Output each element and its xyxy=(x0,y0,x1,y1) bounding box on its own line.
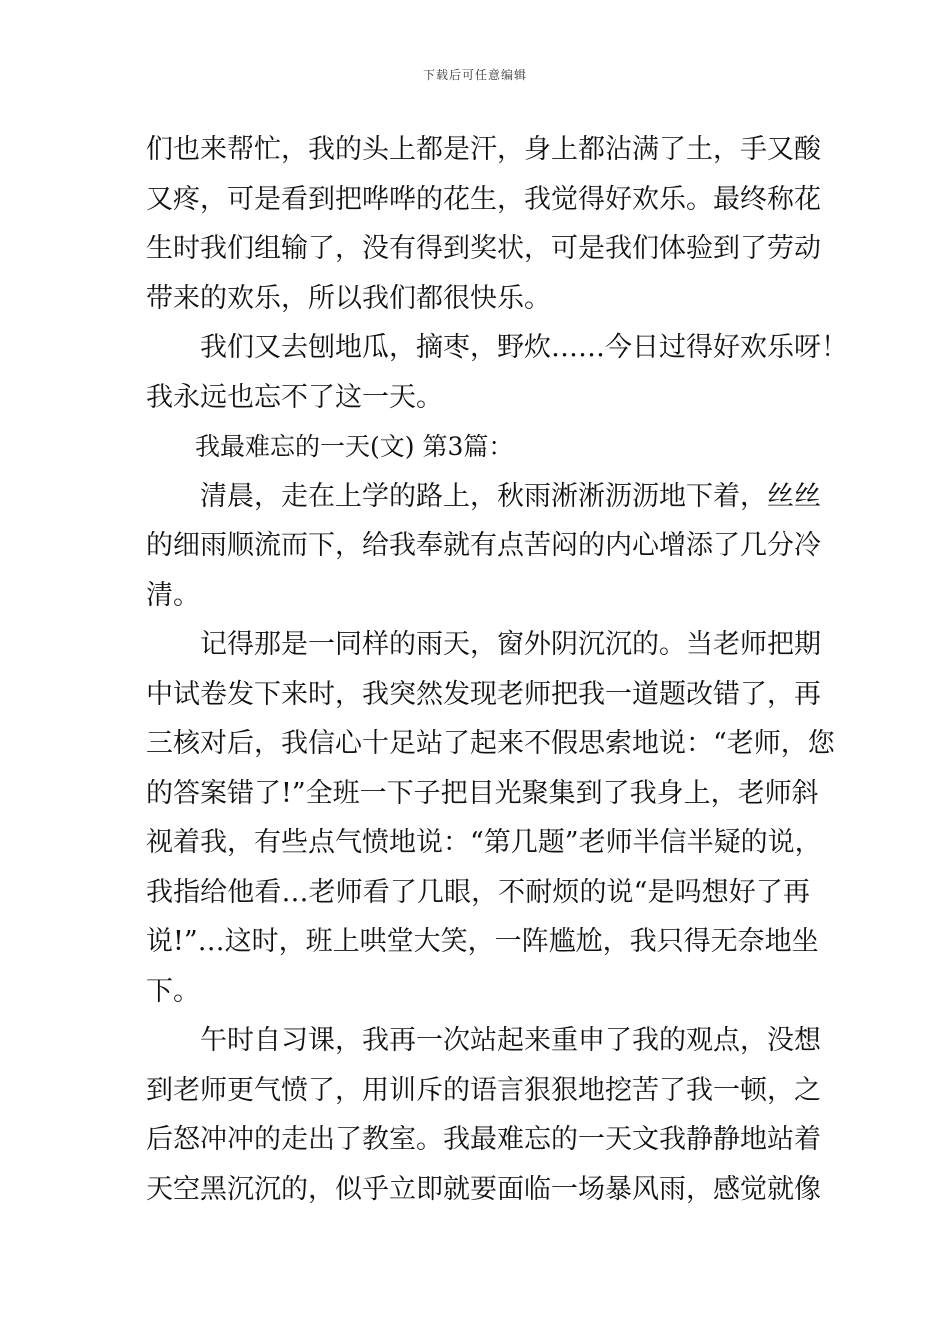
section-heading: 我最难忘的一天(文) 第3篇： xyxy=(195,432,514,461)
text-line: 天空黑沉沉的，似乎立即就要面临一场暴风雨，感觉就像 xyxy=(146,1173,821,1205)
text-line: 视着我，有些点气愤地说：“第几题”老师半信半疑的说， xyxy=(146,827,822,858)
text-line: 说!”…这时，班上哄堂大笑，一阵尴尬，我只得无奈地坐 xyxy=(146,926,819,957)
paragraph-start-line: 清晨，走在上学的路上，秋雨淅淅沥沥地下着，丝丝 xyxy=(200,480,821,512)
text-line: 到老师更气愤了，用训斥的语言狠狠地挖苦了我一顿，之 xyxy=(146,1074,821,1106)
text-line: 清。 xyxy=(146,579,200,611)
paragraph-start-line: 午时自习课，我再一次站起来重申了我的观点，没想 xyxy=(200,1025,821,1056)
text-line: 的答案错了!”全班一下子把目光聚集到了我身上，老师斜 xyxy=(146,777,819,809)
text-line: 下。 xyxy=(146,975,200,1007)
text-line: 们也来帮忙，我的头上都是汗，身上都沾满了土，手又酸 xyxy=(146,134,821,165)
text-line: 我指给他看…老师看了几眼，不耐烦的说“是吗想好了再 xyxy=(146,876,810,908)
text-line: 又疼，可是看到把哗哗的花生，我觉得好欢乐。最终称花 xyxy=(146,183,821,215)
text-line: 的细雨顺流而下，给我奉就有点苦闷的内心增添了几分冷 xyxy=(146,530,821,561)
document-body xyxy=(146,125,848,1214)
text-line: 我永远也忘不了这一天。 xyxy=(146,381,443,413)
paragraph-start-line: 我们又去刨地瓜，摘枣，野炊……今日过得好欢乐呀！ xyxy=(200,332,848,363)
paragraph-start-line: 记得那是一同样的雨天，窗外阴沉沉的。当老师把期 xyxy=(200,629,821,660)
text-line: 后怒冲冲的走出了教室。我最难忘的一天文我静静地站着 xyxy=(146,1124,821,1155)
text-line: 带来的欢乐，所以我们都很快乐。 xyxy=(146,282,551,314)
text-line: 生时我们组输了，没有得到奖状，可是我们体验到了劳动 xyxy=(146,233,821,264)
download-note: 下载后可任意编辑 xyxy=(422,68,527,82)
text-line: 中试卷发下来时，我突然发现老师把我一道题改错了，再 xyxy=(146,678,821,710)
text-line: 三核对后，我信心十足站了起来不假思索地说：“老师，您 xyxy=(146,728,835,759)
